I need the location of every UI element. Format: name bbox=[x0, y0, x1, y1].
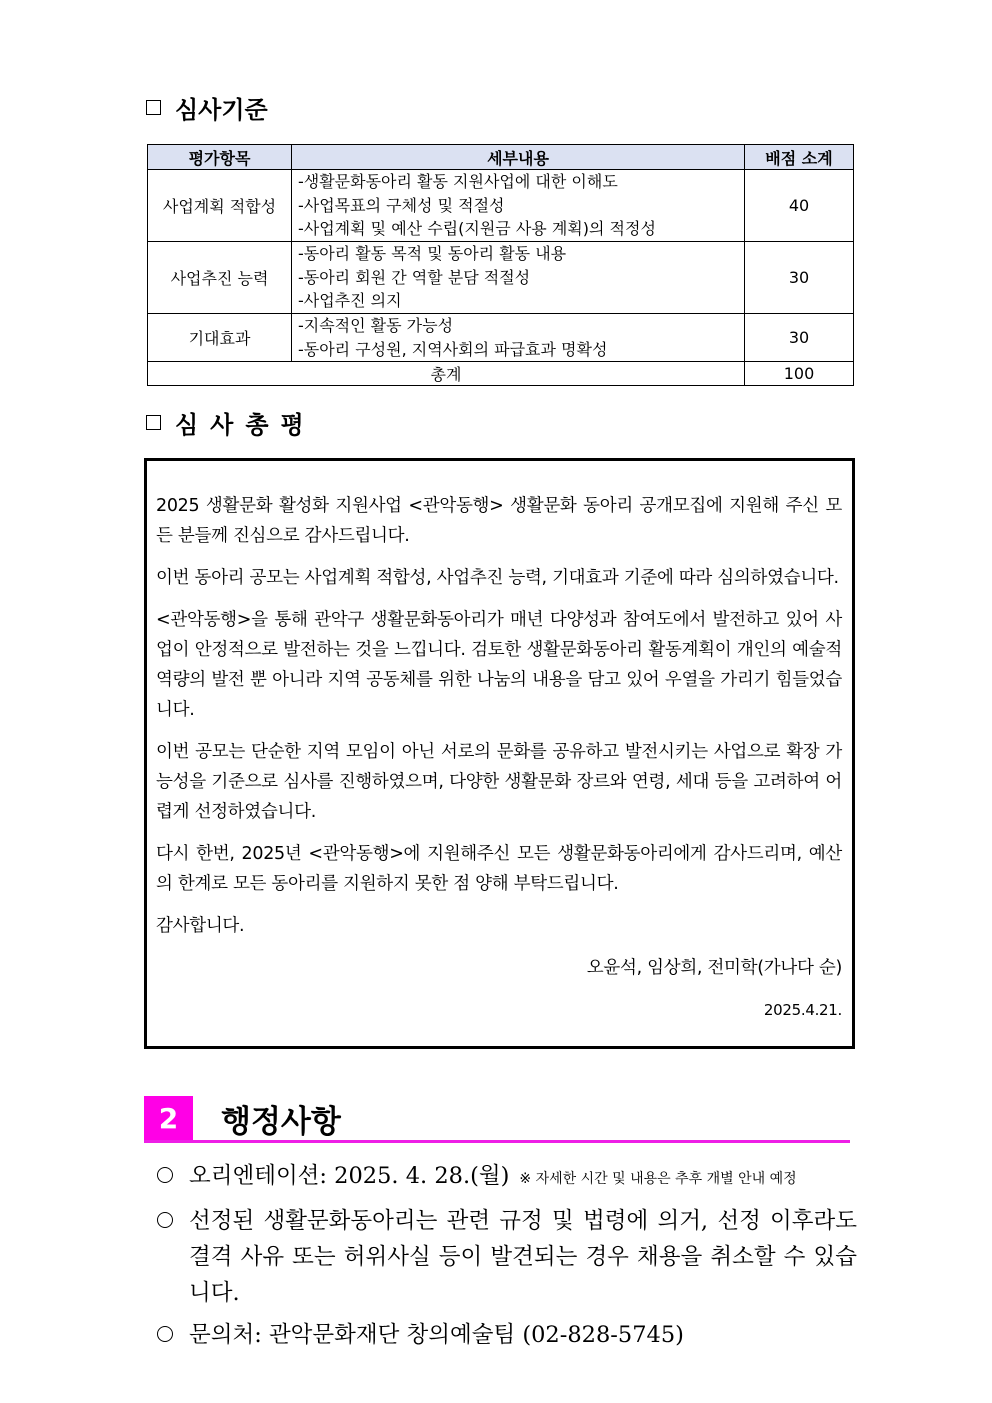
review-paragraph: <관악동행>을 통해 관악구 생활문화동아리가 매년 다양성과 참여도에서 발전하고 있어 사업이 안정적으로 발전하는 것을 느낍니다. 검토한 생활문화동아리 활동계획이 개인의 예술적 역량의 발전 뿐 아니라 지역 공동체를 위한 나눔의 내용을 담고 있어 우열을 가리기 힘들었습니다. bbox=[156, 610, 842, 720]
checkbox-icon bbox=[146, 415, 161, 430]
section-title: 심사기준 bbox=[175, 96, 268, 124]
review-paragraph: 2025 생활문화 활성화 지원사업 <관악동행> 생활문화 동아리 공개모집에 지원해 주신 모든 분들께 진심으로 감사드립니다. bbox=[156, 496, 842, 546]
review-paragraph: 다시 한번, 2025년 <관악동행>에 지원해주신 모든 생활문화동아리에게 감사드리며, 예산의 한계로 모든 동아리를 지원하지 못한 점 양해 부탁드립니다. bbox=[156, 844, 842, 894]
detail-line: -생활문화동아리 활동 지원사업에 대한 이해도 bbox=[298, 172, 618, 192]
detail-line: -동아리 활동 목적 및 동아리 활동 내용 bbox=[298, 244, 567, 264]
detail-line: -사업추진 의지 bbox=[298, 291, 402, 311]
review-box bbox=[144, 458, 855, 1049]
criteria-item: 사업추진 능력 bbox=[148, 242, 292, 314]
detail-line: -지속적인 활동 가능성 bbox=[298, 316, 454, 335]
detail-line: -동아리 구성원, 지역사회의 파급효과 명확성 bbox=[298, 339, 608, 359]
review-date: 2025.4.21. bbox=[763, 1001, 842, 1019]
table-row bbox=[148, 242, 854, 314]
total-label: 총계 bbox=[148, 362, 745, 386]
criteria-details bbox=[292, 170, 745, 242]
criteria-table bbox=[147, 144, 854, 386]
criteria-item: 사업계획 적합성 bbox=[148, 170, 292, 242]
detail-line: -동아리 회원 간 역할 분담 적절성 bbox=[298, 267, 531, 287]
detail-line: -사업계획 및 예산 수립(지원금 사용 계획)의 적정성 bbox=[298, 219, 656, 239]
table-header-row bbox=[148, 145, 854, 170]
review-paragraph: 감사합니다. bbox=[156, 916, 245, 936]
circle-bullet-icon bbox=[157, 1326, 173, 1342]
review-paragraph: 이번 공모는 단순한 지역 모임이 아닌 서로의 문화를 공유하고 발전시키는 사업으로 확장 가능성을 기준으로 심사를 진행하였으며, 다양한 생활문화 장르와 연령, 세대 등을 고려하여 어렵게 선정하였습니다. bbox=[156, 742, 842, 822]
criteria-details bbox=[292, 242, 745, 314]
section-heading-review bbox=[146, 405, 316, 440]
column-header: 세부내용 bbox=[292, 145, 745, 170]
section-number-badge: 2 bbox=[144, 1096, 193, 1140]
table-row bbox=[148, 170, 854, 242]
review-paragraph: 이번 동아리 공모는 사업계획 적합성, 사업추진 능력, 기대효과 기준에 따라 심의하였습니다. bbox=[156, 568, 839, 588]
criteria-score: 30 bbox=[745, 314, 854, 362]
criteria-score: 40 bbox=[745, 170, 854, 242]
criteria-details bbox=[292, 314, 745, 362]
section-title: 심사총평 bbox=[175, 411, 316, 439]
checkbox-icon bbox=[146, 100, 161, 115]
detail-line: -사업목표의 구체성 및 적절성 bbox=[298, 195, 505, 215]
list-item bbox=[157, 1203, 857, 1311]
table-total-row bbox=[148, 362, 854, 386]
list-item bbox=[157, 1317, 857, 1353]
criteria-item: 기대효과 bbox=[148, 314, 292, 362]
orientation-note: ※ 자세한 시간 및 내용은 추후 개별 안내 예정 bbox=[519, 1171, 797, 1187]
criteria-score: 30 bbox=[745, 242, 854, 314]
circle-bullet-icon bbox=[157, 1167, 173, 1183]
circle-bullet-icon bbox=[157, 1212, 173, 1228]
orientation-text: 오리엔테이션: 2025. 4. 28.(월) bbox=[189, 1163, 510, 1189]
admin-list bbox=[157, 1158, 857, 1359]
table-row bbox=[148, 314, 854, 362]
section-heading-admin bbox=[144, 1096, 850, 1143]
cancellation-text: 선정된 생활문화동아리는 관련 규정 및 법령에 의거, 선정 이후라도 결격 사유 또는 허위사실 등이 발견되는 경우 채용을 취소할 수 있습니다. bbox=[189, 1208, 857, 1306]
total-score: 100 bbox=[745, 362, 854, 386]
section-heading-criteria bbox=[146, 90, 268, 125]
section-title: 행정사항 bbox=[221, 1103, 341, 1140]
review-signers: 오윤석, 임상희, 전미학(가나다 순) bbox=[586, 958, 842, 978]
column-header: 배점 소계 bbox=[745, 145, 854, 170]
column-header: 평가항목 bbox=[148, 145, 292, 170]
list-item bbox=[157, 1158, 857, 1197]
contact-text: 문의처: 관악문화재단 창의예술팀 (02-828-5745) bbox=[189, 1322, 684, 1348]
